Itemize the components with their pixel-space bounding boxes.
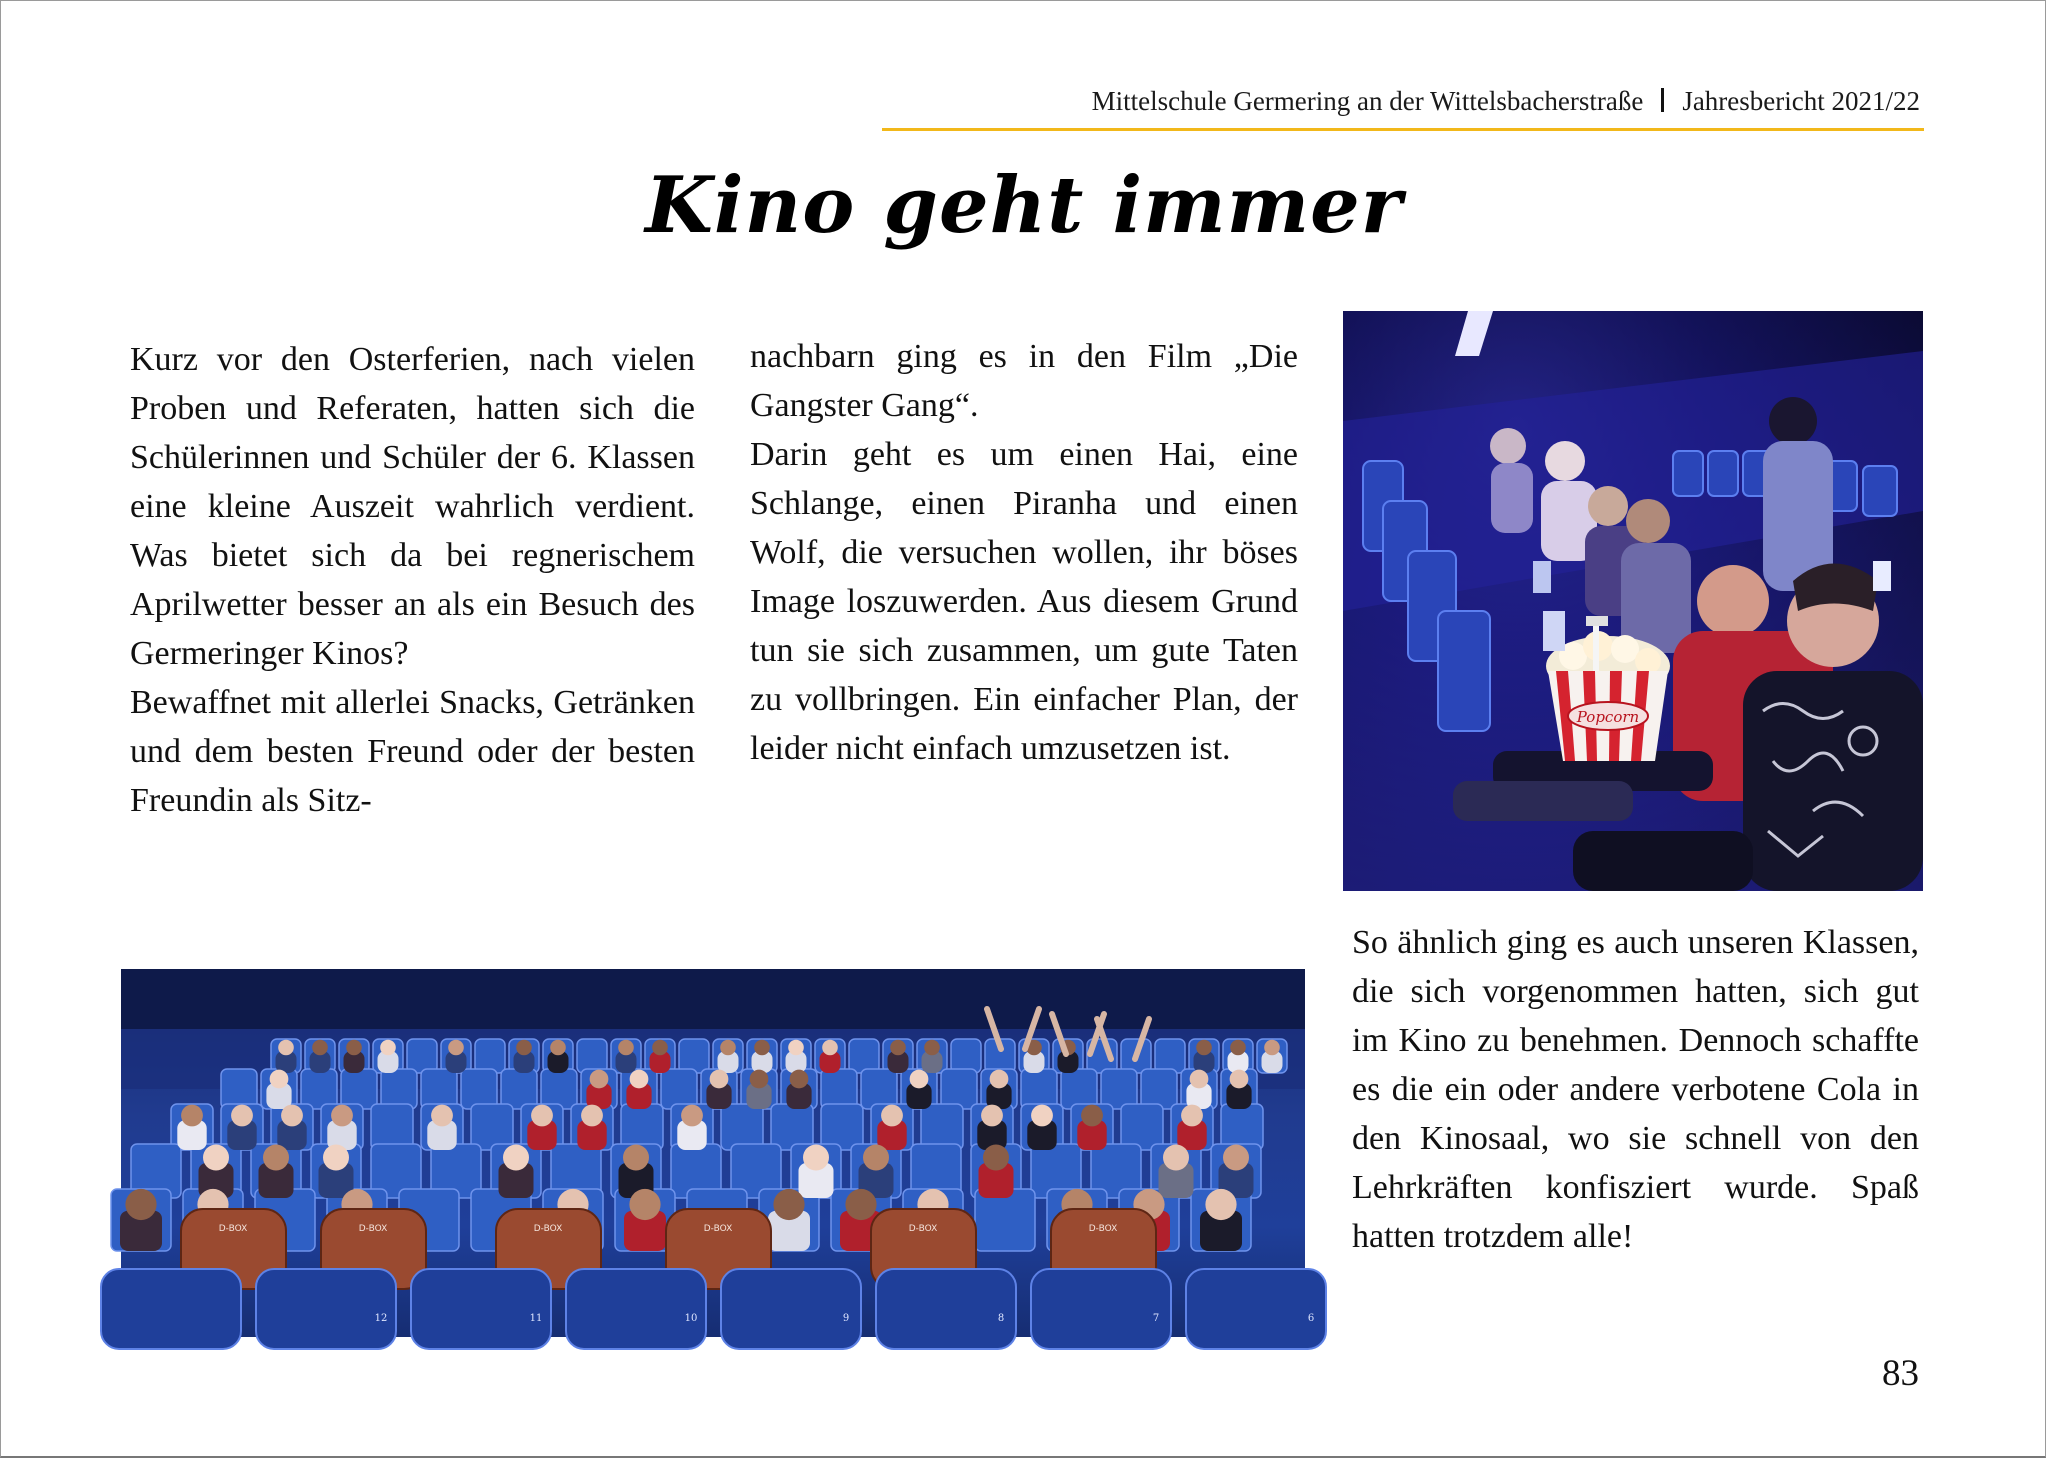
cinema-seat [421, 1069, 457, 1109]
cinema-seat [381, 1069, 417, 1109]
person-head [803, 1145, 829, 1171]
popcorn-label: Popcorn [1576, 708, 1640, 726]
person-head [1230, 1070, 1249, 1089]
person-head [312, 1040, 328, 1056]
person-head [581, 1105, 603, 1127]
person-head [1264, 1040, 1280, 1056]
cinema-seat [221, 1069, 257, 1109]
cinema-seat [1021, 1069, 1057, 1109]
seat-number: 10 [684, 1313, 698, 1324]
photo-cinema-popcorn [1343, 311, 1923, 891]
front-seat [411, 1269, 551, 1349]
cinema-seat [771, 1104, 813, 1150]
dbox-logo: D-BOX [358, 1224, 388, 1234]
person-head [754, 1040, 770, 1056]
person-head [1196, 1040, 1212, 1056]
person-head [1181, 1105, 1203, 1127]
dbox-logo: D-BOX [1088, 1224, 1118, 1234]
paragraph: nachbarn ging es in den Film „Die Gangster Gang“. [750, 338, 1298, 424]
person-head [720, 1040, 736, 1056]
person-head [618, 1040, 634, 1056]
cinema-seat [577, 1039, 607, 1073]
person-head [270, 1070, 289, 1089]
cinema-seat [461, 1069, 497, 1109]
dbox-logo: D-BOX [218, 1224, 248, 1234]
cinema-seat [471, 1104, 513, 1150]
person-head [910, 1070, 929, 1089]
front-seat [1031, 1269, 1171, 1349]
person-head [331, 1105, 353, 1127]
seat-number: 8 [997, 1313, 1005, 1324]
seat-number: 11 [529, 1313, 543, 1324]
cinema-seat [941, 1069, 977, 1109]
person-head [281, 1105, 303, 1127]
person-head [822, 1040, 838, 1056]
cinema-seat [721, 1104, 763, 1150]
person-head [516, 1040, 532, 1056]
person-head [681, 1105, 703, 1127]
person-head [652, 1040, 668, 1056]
front-seat [566, 1269, 706, 1349]
cinema-seat [1061, 1069, 1097, 1109]
person-head [981, 1105, 1003, 1127]
paragraph: Kurz vor den Osterferien, nach vielen Proben und Referaten, hatten sich die Schülerinnen und Schüler der 6. Klassen eine kleine Auszeit wahrlich verdient. Was bietet sich da bei regnerischem Aprilwetter besser an als ein Besuch des Germeringer Kinos? [130, 341, 695, 672]
header-separator [1661, 88, 1664, 112]
person-head [1205, 1189, 1236, 1220]
cinema-seat [1221, 1104, 1263, 1150]
person-head [1081, 1105, 1103, 1127]
text-column-2 [750, 332, 1298, 773]
person-head [1223, 1145, 1249, 1171]
running-header [1092, 86, 1920, 117]
paragraph: So ähnlich ging es auch unseren Klassen, die sich vorgenommen hatten, sich gut im Kino zu benehmen. Dennoch schaffte es die ein oder andere verbotene Cola in den Kinosaal, wo sie schnell von den Lehrkräften konfisziert wurde. Spaß hatten trotzdem alle! [1352, 924, 1919, 1255]
cinema-seat [975, 1189, 1035, 1251]
header-rule [882, 128, 1924, 131]
cinema-seat [861, 1069, 897, 1109]
front-seat [721, 1269, 861, 1349]
person-head [845, 1189, 876, 1220]
front-seat [876, 1269, 1016, 1349]
person-head [448, 1040, 464, 1056]
person-head [380, 1040, 396, 1056]
dbox-logo: D-BOX [703, 1224, 733, 1234]
dbox-logo: D-BOX [533, 1224, 563, 1234]
seat-number: 6 [1307, 1313, 1315, 1324]
person-head [278, 1040, 294, 1056]
cinema-seat [679, 1039, 709, 1073]
page-number: 83 [1882, 1353, 1919, 1394]
person-head [590, 1070, 609, 1089]
front-seat [256, 1269, 396, 1349]
header-school: Mittelschule Germering an der Wittelsbacherstraße [1091, 86, 1644, 116]
cinema-seat [475, 1039, 505, 1073]
cinema-seat [1121, 1104, 1163, 1150]
paragraph: Darin geht es um einen Hai, eine Schlange, einen Piranha und einen Wolf, die versuchen wollen, ihr böses Image loszuwerden. Aus diesem Grund tun sie sich zusammen, um gute Taten zu vollbringen. Ein einfacher Plan, der leider nicht einfach umzusetzen ist. [750, 436, 1298, 767]
person-head [1190, 1070, 1209, 1089]
person-head [790, 1070, 809, 1089]
person-head [710, 1070, 729, 1089]
person-head [203, 1145, 229, 1171]
photo-cinema-group [121, 969, 1315, 1337]
person-head [750, 1070, 769, 1089]
person-head [623, 1145, 649, 1171]
person-head [863, 1145, 889, 1171]
cinema-seat [921, 1104, 963, 1150]
paragraph: Bewaffnet mit allerlei Snacks, Getränken und dem besten Freund oder der besten Freundin als Sitz- [130, 684, 695, 819]
person-head [431, 1105, 453, 1127]
cinema-seat [407, 1039, 437, 1073]
cinema-seat [1101, 1069, 1137, 1109]
person-head [983, 1145, 1009, 1171]
person-head [531, 1105, 553, 1127]
cinema-seat [301, 1069, 337, 1109]
person-head [629, 1189, 660, 1220]
person-head [503, 1145, 529, 1171]
front-seat [101, 1269, 241, 1349]
text-column-3 [1352, 918, 1919, 1261]
cinema-seat [849, 1039, 879, 1073]
person-head [550, 1040, 566, 1056]
seat-number: 12 [374, 1313, 388, 1324]
person-head [1031, 1105, 1053, 1127]
header-report: Jahresbericht 2021/22 [1682, 86, 1920, 116]
cinema-seat [951, 1039, 981, 1073]
person-head [181, 1105, 203, 1127]
cinema-seat [341, 1069, 377, 1109]
text-column-1 [130, 335, 695, 825]
person-head [890, 1040, 906, 1056]
cinema-seat [821, 1104, 863, 1150]
cinema-seat [501, 1069, 537, 1109]
dbox-logo: D-BOX [908, 1224, 938, 1234]
person-head [990, 1070, 1009, 1089]
front-seat [1186, 1269, 1326, 1349]
cinema-seat [821, 1069, 857, 1109]
person-head [924, 1040, 940, 1056]
person-head [1163, 1145, 1189, 1171]
person-head [788, 1040, 804, 1056]
cinema-seat [371, 1104, 413, 1150]
person-head [323, 1145, 349, 1171]
person-head [125, 1189, 156, 1220]
cinema-seat [661, 1069, 697, 1109]
seat-number: 9 [842, 1313, 850, 1324]
person-head [630, 1070, 649, 1089]
seat-number: 7 [1152, 1313, 1160, 1324]
page-title: Kino geht immer [645, 160, 1403, 251]
person-head [773, 1189, 804, 1220]
cinema-seat [1155, 1039, 1185, 1073]
cinema-seat [1141, 1069, 1177, 1109]
cinema-seat [621, 1104, 663, 1150]
person-head [231, 1105, 253, 1127]
cinema-seat [541, 1069, 577, 1109]
person-head [263, 1145, 289, 1171]
person-head [346, 1040, 362, 1056]
person-head [1230, 1040, 1246, 1056]
person-head [881, 1105, 903, 1127]
